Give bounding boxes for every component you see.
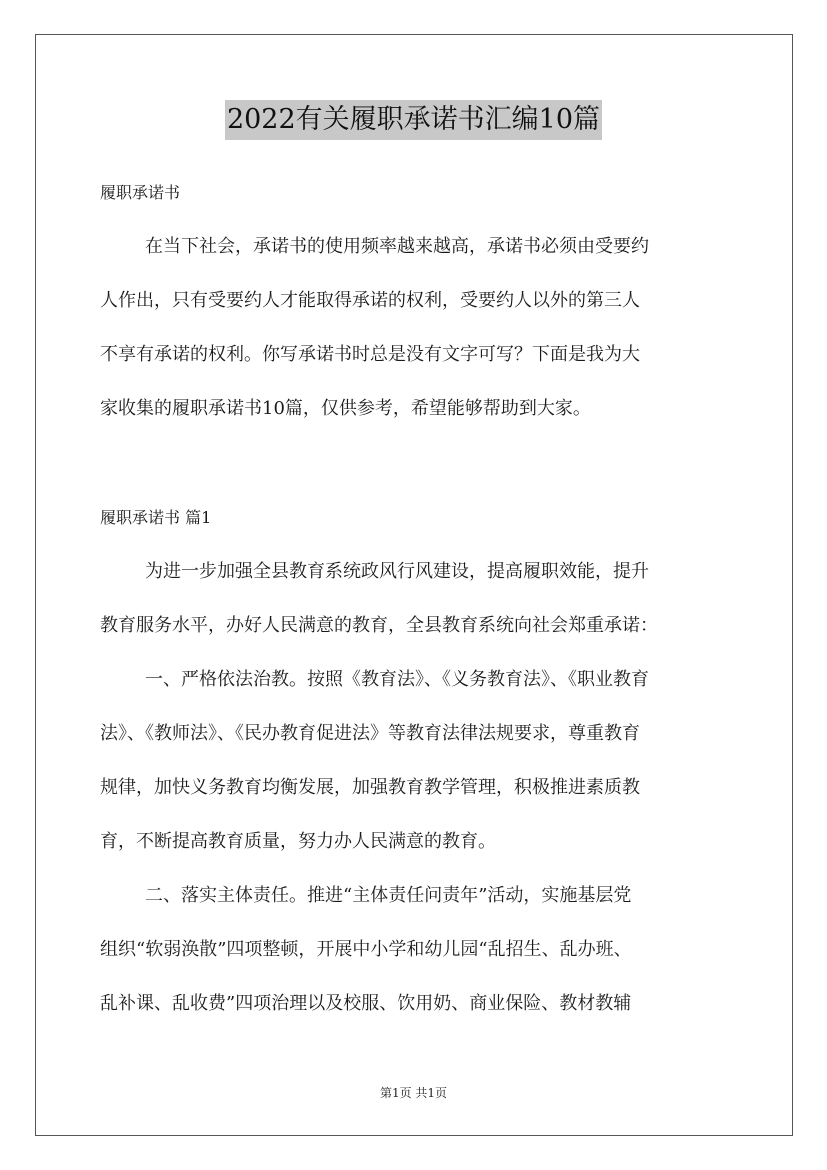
para3-line-3: 乱补课、乱收费”四项治理以及校服、饮用奶、商业保险、教材教辅 bbox=[100, 993, 632, 1014]
intro-line-4: 家收集的履职承诺书10篇，仅供参考，希望能够帮助到大家。 bbox=[100, 398, 591, 419]
intro-line-3: 不享有承诺的权利。你写承诺书时总是没有文字可写？下面是我为大 bbox=[100, 344, 640, 365]
para2-line-4: 育，不断提高教育质量，努力办人民满意的教育。 bbox=[100, 831, 496, 852]
para1-line-1: 为进一步加强全县教育系统政风行风建设，提高履职效能，提升 bbox=[145, 561, 649, 582]
para2-line-1: 一、严格依法治教。按照《教育法》、《义务教育法》、《职业教育 bbox=[145, 669, 649, 690]
title-container bbox=[0, 100, 827, 140]
intro-line-2: 人作出，只有受要约人才能取得承诺的权利，受要约人以外的第三人 bbox=[100, 290, 640, 311]
intro-heading: 履职承诺书 bbox=[100, 183, 181, 202]
para2-line-2: 法》、《教师法》、《民办教育促进法》等教育法律法规要求，尊重教育 bbox=[100, 723, 640, 744]
para3-line-1: 二、落实主体责任。推进“主体责任问责年”活动，实施基层党 bbox=[145, 885, 632, 906]
para2-line-3: 规律，加快义务教育均衡发展，加强教育教学管理，积极推进素质教 bbox=[100, 777, 640, 798]
intro-line-1: 在当下社会，承诺书的使用频率越来越高，承诺书必须由受要约 bbox=[145, 236, 649, 257]
para3-line-2: 组织“软弱涣散”四项整顿，开展中小学和幼儿园“乱招生、乱办班、 bbox=[100, 939, 632, 960]
section1-heading: 履职承诺书 篇1 bbox=[100, 508, 212, 527]
para1-line-2: 教育服务水平，办好人民满意的教育，全县教育系统向社会郑重承诺： bbox=[100, 615, 658, 636]
page-number: 第1页 共1页 bbox=[379, 1086, 448, 1100]
document-title: 2022有关履职承诺书汇编10篇 bbox=[225, 100, 602, 140]
